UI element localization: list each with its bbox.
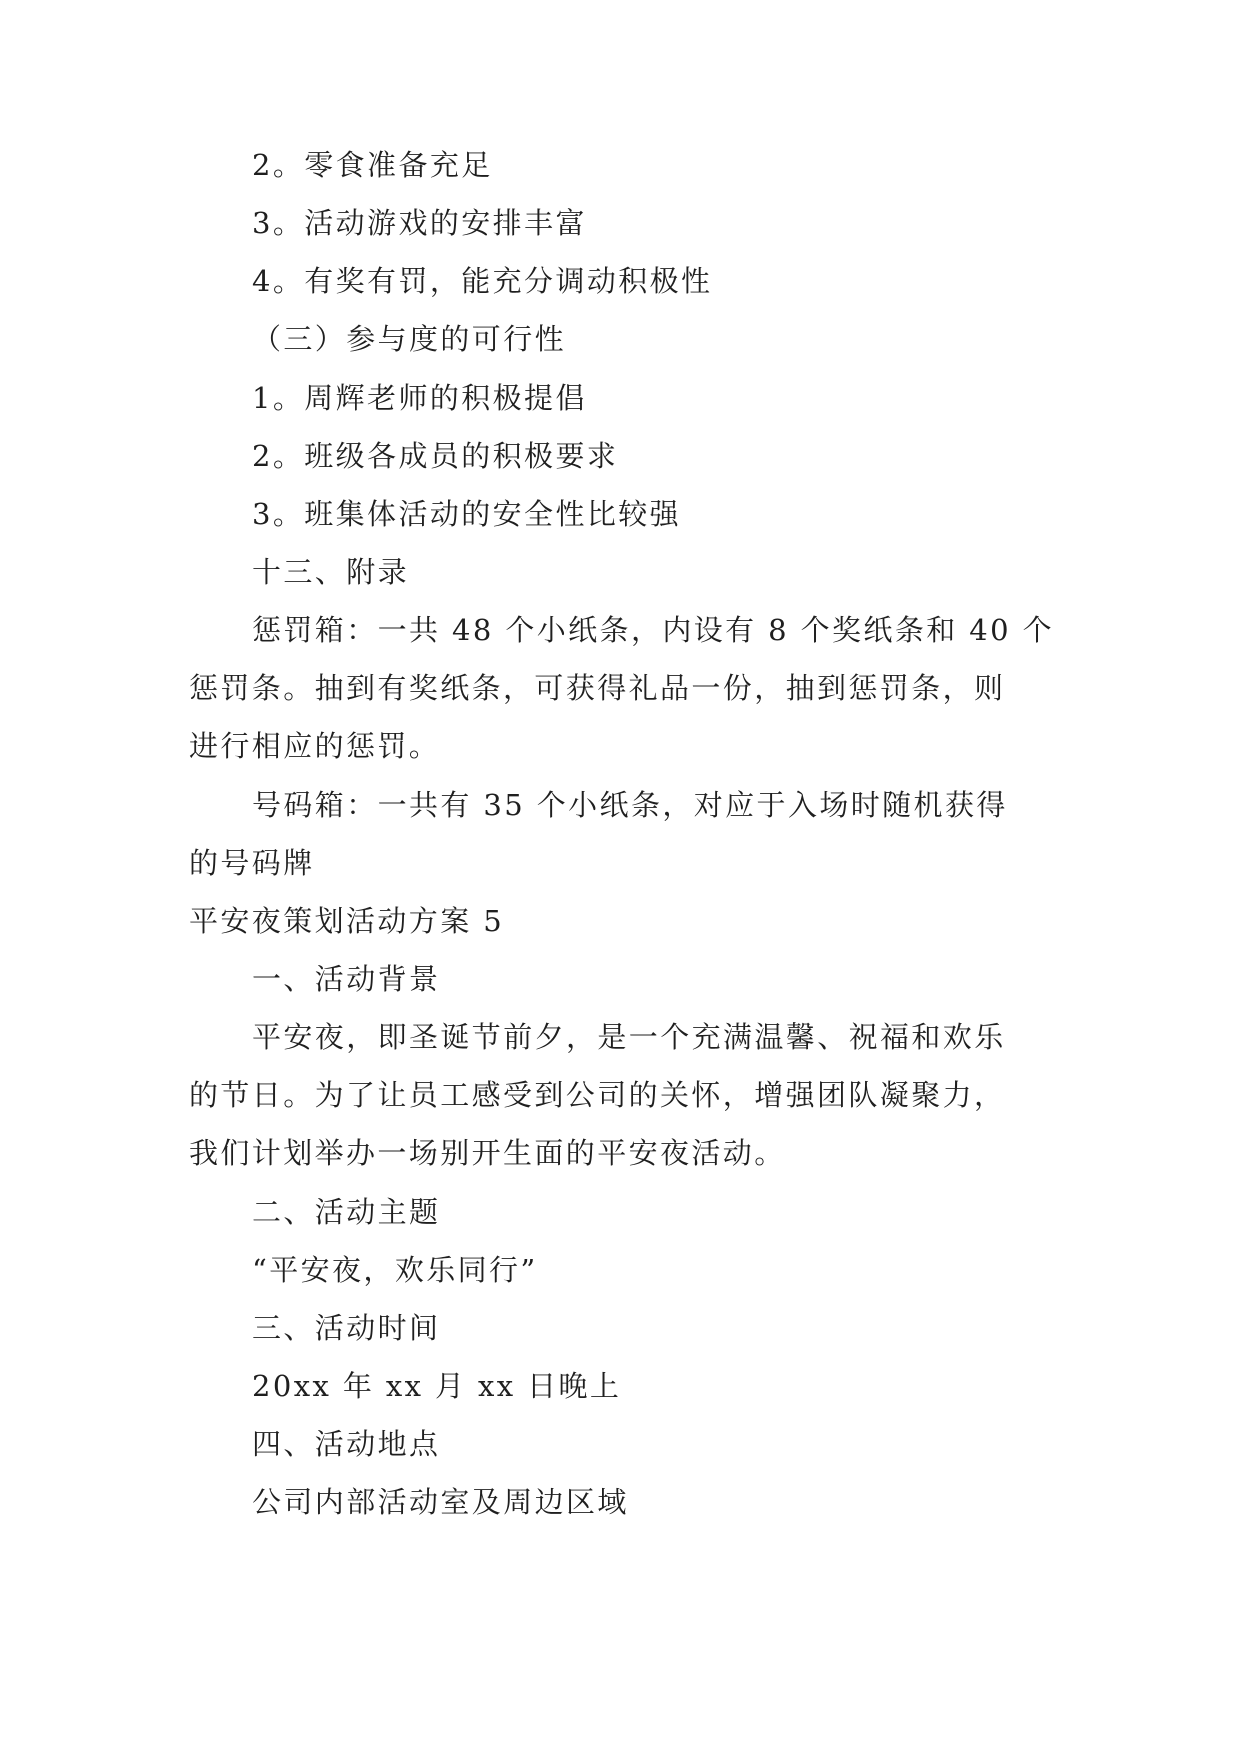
section-heading: 十三、附录 (252, 555, 410, 589)
paragraph-line: 进行相应的惩罚。 (189, 729, 441, 763)
document-title: 平安夜策划活动方案 5 (189, 904, 505, 938)
section-heading: 四、活动地点 (252, 1427, 441, 1461)
paragraph-line: 平安夜，即圣诞节前夕，是一个充满温馨、祝福和欢乐 (252, 1020, 1006, 1054)
paragraph-line: 号码箱：一共有 35 个小纸条，对应于入场时随机获得 (252, 788, 1008, 822)
theme-text: “平安夜，欢乐同行” (252, 1253, 538, 1287)
list-item: 4。有奖有罚，能充分调动积极性 (252, 264, 713, 298)
paragraph-line: 的号码牌 (189, 846, 315, 880)
section-heading: （三）参与度的可行性 (252, 322, 567, 356)
section-heading: 三、活动时间 (252, 1311, 441, 1345)
paragraph-line: 的节日。为了让员工感受到公司的关怀，增强团队凝聚力， (189, 1078, 1006, 1112)
section-heading: 一、活动背景 (252, 962, 441, 996)
paragraph-line: 惩罚条。抽到有奖纸条，可获得礼品一份，抽到惩罚条，则 (189, 671, 1006, 705)
paragraph-line: 我们计划举办一场别开生面的平安夜活动。 (189, 1136, 786, 1170)
paragraph-line: 惩罚箱：一共 48 个小纸条，内设有 8 个奖纸条和 40 个 (252, 613, 1054, 647)
location-text: 公司内部活动室及周边区域 (252, 1485, 629, 1519)
list-item: 2。零食准备充足 (252, 148, 493, 182)
list-item: 3。活动游戏的安排丰富 (252, 206, 587, 240)
list-item: 2。班级各成员的积极要求 (252, 439, 619, 473)
list-item: 3。班集体活动的安全性比较强 (252, 497, 682, 531)
list-item: 1。周辉老师的积极提倡 (252, 381, 587, 415)
section-heading: 二、活动主题 (252, 1195, 441, 1229)
time-text: 20xx 年 xx 月 xx 日晚上 (252, 1369, 622, 1403)
